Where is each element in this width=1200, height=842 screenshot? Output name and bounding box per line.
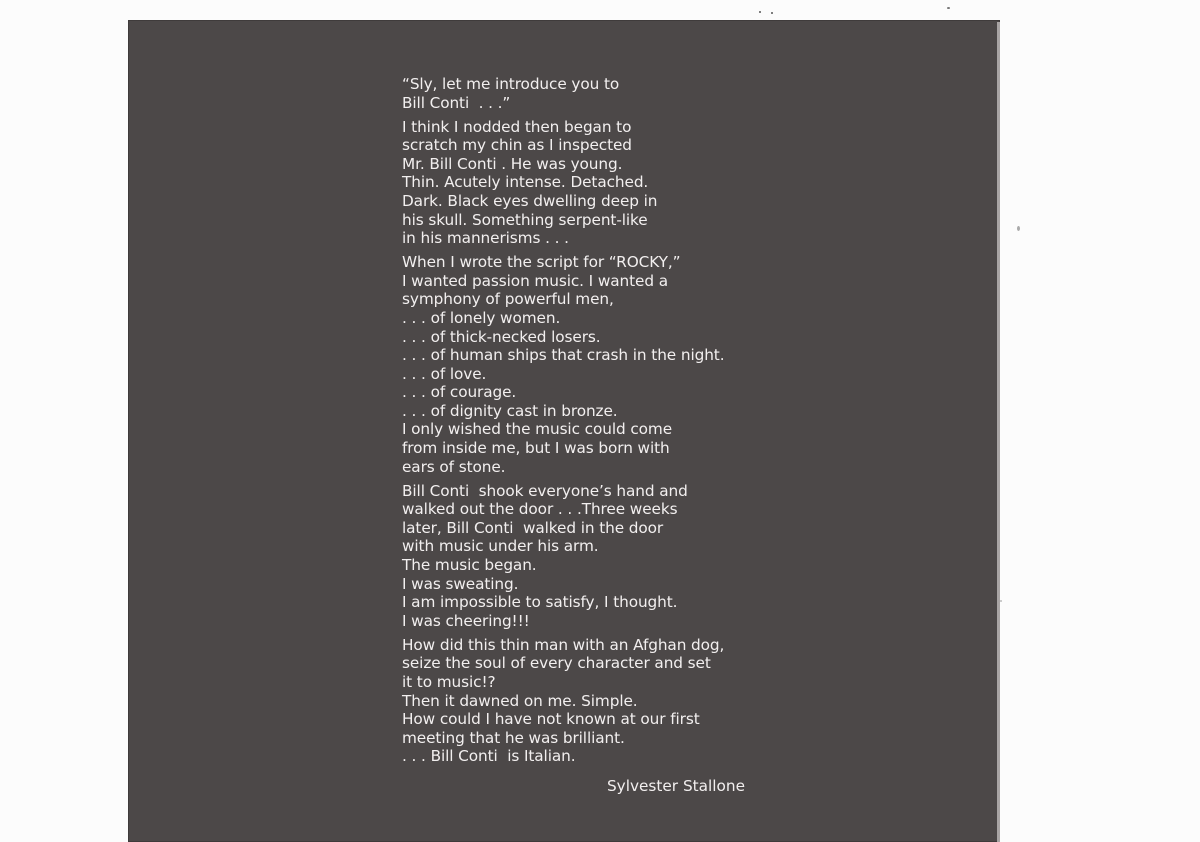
text-line: his skull. Something serpent-like [402, 210, 648, 229]
text-line: I only wished the music could come [402, 420, 673, 439]
text-line: symphony of powerful men, [402, 290, 614, 309]
dust-speck [759, 11, 761, 13]
text-line: Then it dawned on me. Simple. [402, 691, 638, 710]
text-line: . . . of lonely women. [402, 308, 561, 327]
text-line: . . . of courage. [402, 383, 517, 402]
text-line: I was sweating. [402, 574, 519, 593]
text-line: How did this thin man with an Afghan dog, [402, 635, 725, 654]
text-line: . . . of thick-necked losers. [402, 327, 601, 346]
text-line: I am impossible to satisfy, I thought. [402, 593, 678, 612]
liner-notes-text [402, 75, 772, 771]
text-line: The music began. [402, 556, 537, 575]
text-line: scratch my chin as I inspected [402, 136, 632, 155]
text-line: in his mannerisms . . . [402, 229, 569, 248]
text-line: . . . of human ships that crash in the night. [402, 346, 725, 365]
text-line: with music under his arm. [402, 537, 599, 556]
text-line: Bill Conti shook everyone’s hand and [402, 481, 688, 500]
paragraph [402, 75, 772, 112]
text-line: it to music!? [402, 672, 496, 691]
text-line: later, Bill Conti walked in the door [402, 518, 664, 537]
text-line: Dark. Black eyes dwelling deep in [402, 191, 658, 210]
text-line: Bill Conti . . .” [402, 93, 511, 112]
sleeve-edge [997, 22, 1000, 842]
text-line: meeting that he was brilliant. [402, 728, 625, 747]
text-line: How could I have not known at our first [402, 710, 700, 729]
text-line: . . . of love. [402, 364, 487, 383]
dust-speck [1017, 226, 1020, 231]
text-line: ears of stone. [402, 457, 506, 476]
text-line: “Sly, let me introduce you to [402, 75, 620, 93]
text-line: Thin. Acutely intense. Detached. [402, 173, 649, 192]
text-line: from inside me, but I was born with [402, 439, 670, 458]
text-line: I wanted passion music. I wanted a [402, 271, 668, 290]
paragraph [402, 118, 772, 248]
paragraph [402, 636, 772, 766]
dust-speck [947, 7, 950, 9]
text-line: I was cheering!!! [402, 611, 530, 630]
paragraph [402, 253, 772, 476]
author-signature: Sylvester Stallone [606, 777, 745, 795]
dust-speck [771, 12, 773, 14]
dust-speck [1000, 600, 1002, 602]
text-line: Mr. Bill Conti . He was young. [402, 154, 623, 173]
text-line: walked out the door . . .Three weeks [402, 500, 678, 519]
text-line: I think I nodded then began to [402, 117, 632, 136]
text-line: . . . Bill Conti is Italian. [402, 747, 576, 766]
text-line: When I wrote the script for “ROCKY,” [402, 253, 681, 272]
text-line: . . . of dignity cast in bronze. [402, 401, 618, 420]
paragraph [402, 482, 772, 631]
text-line: seize the soul of every character and set [402, 654, 711, 673]
